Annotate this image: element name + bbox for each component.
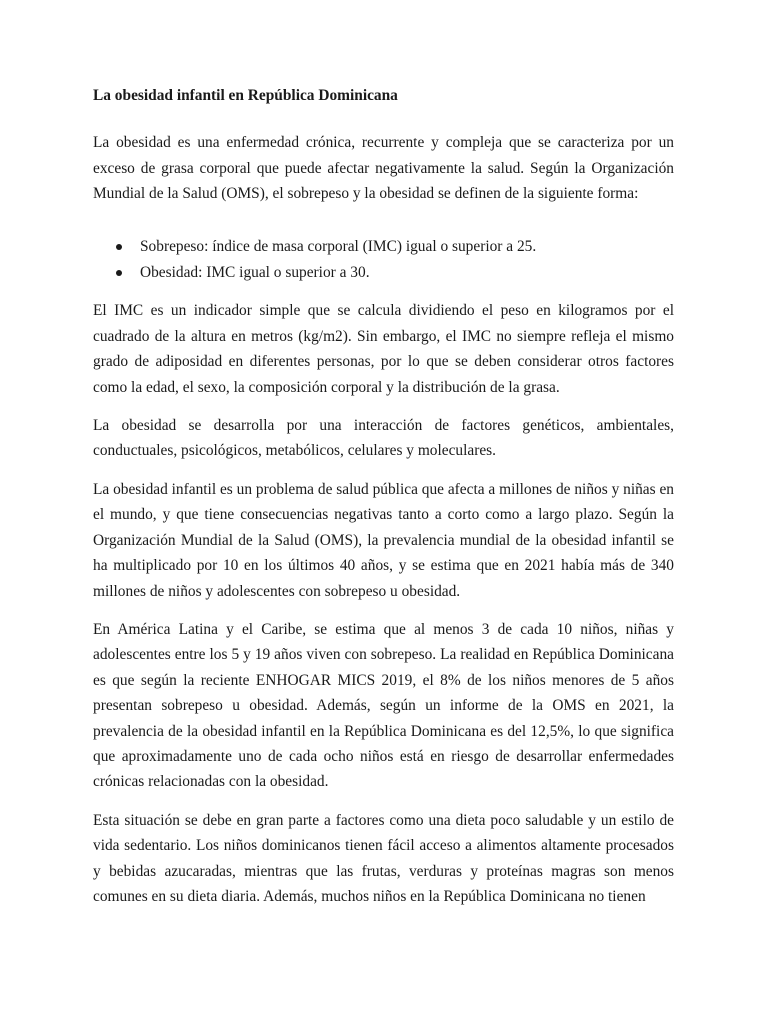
list-item-text: Obesidad: IMC igual o superior a 30. <box>140 264 370 282</box>
list-item <box>93 260 674 285</box>
paragraph-latin-america: En América Latina y el Caribe, se estima que al menos 3 de cada 10 niños, niñas y adolescentes entre los 5 y 19 años viven con sobrepeso. La realidad en República Dominicana es que según la reciente ENHOGAR MICS 2019, el 8% de los niños menores de 5 años presentan sobrepeso u obesidad. Además, según un informe de la OMS en 2021, la prevalencia de la obesidad infantil en la República Dominicana es del 12,5%, lo que significa que aproximadamente uno de cada ocho niños está en riesgo de desarrollar enfermedades crónicas relacionadas con la obesidad. <box>93 620 674 791</box>
list-item-text: Sobrepeso: índice de masa corporal (IMC) igual o superior a 25. <box>140 237 537 255</box>
document-title: La obesidad infantil en República Dominicana <box>93 87 398 104</box>
document-page <box>93 83 674 922</box>
paragraph-causes: Esta situación se debe en gran parte a factores como una dieta poco saludable y un estilo de vida sedentario. Los niños dominicanos tienen fácil acceso a alimentos altamente procesados y bebidas azucaradas, mientras que las frutas, verduras y proteínas magras son menos comunes en su dieta diaria. Además, muchos niños en la República Dominicana no tienen <box>93 811 674 905</box>
paragraph-childhood-obesity: La obesidad infantil es un problema de salud pública que afecta a millones de niños y niñas en el mundo, y que tiene consecuencias negativas tanto a corto como a largo plazo. Según la Organización Mundial de la Salud (OMS), la prevalencia mundial de la obesidad infantil se ha multiplicado por 10 en los últimos 40 años, y se estima que en 2021 había más de 340 millones de niños y adolescentes con sobrepeso u obesidad. <box>93 480 674 600</box>
paragraph-imc: El IMC es un indicador simple que se calcula dividiendo el peso en kilogramos por el cuadrado de la altura en metros (kg/m2). Sin embargo, el IMC no siempre refleja el mismo grado de adiposidad en diferentes personas, por lo que se deben considerar otros factores como la edad, el sexo, la composición corporal y la distribución de la grasa. <box>93 302 674 396</box>
paragraph-intro: La obesidad es una enfermedad crónica, recurrente y compleja que se caracteriza por un exceso de grasa corporal que puede afectar negativamente la salud. Según la Organización Mundial de la Salud (OMS), el sobrepeso y la obesidad se definen de la siguiente forma: <box>93 134 674 203</box>
list-item <box>93 234 674 259</box>
paragraph-factors: La obesidad se desarrolla por una interacción de factores genéticos, ambientales, conductuales, psicológicos, metabólicos, celulares y moleculares. <box>93 417 674 460</box>
bullet-icon <box>116 244 122 250</box>
bullet-icon <box>116 270 122 276</box>
definition-list <box>93 234 674 286</box>
